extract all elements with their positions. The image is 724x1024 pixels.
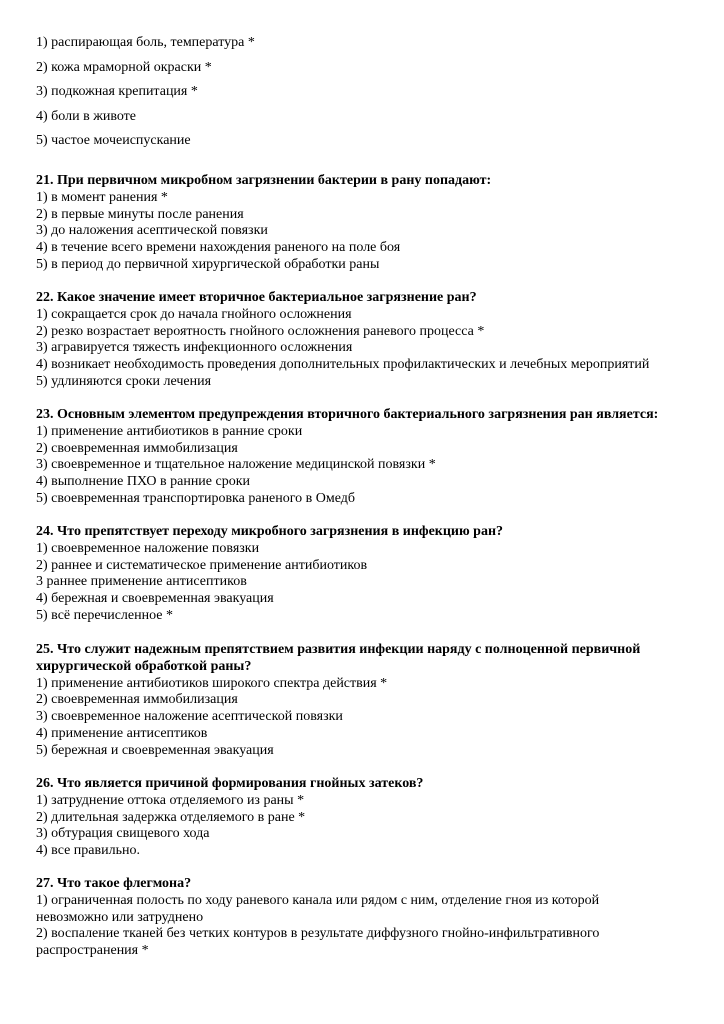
- answer-option: 3) до наложения асептической повязки: [36, 223, 268, 239]
- answer-option: 2) раннее и систематическое применение антибиотиков: [36, 557, 368, 573]
- answer-option: 4) боли в животе: [36, 108, 137, 124]
- answer-option: 3) своевременное и тщательное наложение медицинской повязки *: [36, 457, 436, 473]
- answer-option: 5) всё перечисленное *: [36, 607, 174, 623]
- question-22: [36, 290, 706, 391]
- question-21: [36, 173, 706, 274]
- question-title: 27. Что такое флегмона?: [36, 876, 192, 891]
- answer-option: 3) подкожная крепитация *: [36, 84, 198, 99]
- answer-option: 1) своевременное наложение повязки: [36, 540, 260, 556]
- answer-option: 3) агравируется тяжесть инфекционного осложнения: [36, 340, 353, 356]
- answer-option: 1) применение антибиотиков широкого спектра действия *: [36, 675, 388, 691]
- answer-list: [36, 541, 706, 625]
- answer-option: 4) применение антисептиков: [36, 725, 208, 741]
- answer-option: 5) своевременная транспортировка раненого в Омедб: [36, 490, 356, 506]
- answer-option: 4) все правильно.: [36, 843, 140, 859]
- answer-option: 2) в первые минуты после ранения: [36, 206, 244, 222]
- answer-option: 2) своевременная иммобилизация: [36, 692, 238, 708]
- answer-list: [36, 676, 706, 760]
- answer-option: 2) длительная задержка отделяемого в ране *: [36, 809, 306, 825]
- question-25: [36, 642, 706, 760]
- answer-option: 2) воспаление тканей без четких контуров в результате диффузного гнойно-инфильтративного распространения *: [36, 926, 600, 959]
- answer-option: 4) возникает необходимость проведения дополнительных профилактических и лечебных мероприятий: [36, 357, 650, 373]
- question-title: 21. При первичном микробном загрязнении бактерии в рану попадают:: [36, 173, 492, 188]
- question-title: 26. Что является причиной формирования гнойных затеков?: [36, 776, 424, 791]
- answer-list: [36, 307, 706, 391]
- answer-option: 3) своевременное наложение асептической повязки: [36, 709, 343, 725]
- answer-option: 2) своевременная иммобилизация: [36, 440, 238, 456]
- question-24: [36, 524, 706, 625]
- answer-list: [36, 190, 706, 274]
- answer-list: [36, 793, 706, 860]
- question-title: 24. Что препятствует переходу микробного загрязнения в инфекцию ран?: [36, 524, 504, 539]
- answer-list: [36, 424, 706, 508]
- answer-option: 2) резко возрастает вероятность гнойного осложнения раневого процесса *: [36, 323, 485, 339]
- answer-option: 5) частое мочеиспускание: [36, 133, 191, 148]
- answer-option: 4) в течение всего времени нахождения раненого на поле боя: [36, 240, 401, 256]
- question-title: 23. Основным элементом предупреждения вторичного бактериального загрязнения ран является:: [36, 407, 659, 422]
- question-23: [36, 407, 706, 508]
- question-27: [36, 876, 666, 960]
- answer-option: 1) применение антибиотиков в ранние сроки: [36, 423, 303, 439]
- answer-option: 3 раннее применение антисептиков: [36, 574, 247, 590]
- answer-option: 5) удлиняются сроки лечения: [36, 373, 212, 389]
- answer-option: 5) в период до первичной хирургической обработки раны: [36, 256, 380, 272]
- answer-option: 4) бережная и своевременная эвакуация: [36, 591, 274, 607]
- question-26: [36, 776, 706, 860]
- answer-option: 1) ограниченная полость по ходу раневого канала или рядом с ним, отделение гноя из которой невозможно или затруднено: [36, 892, 600, 925]
- answer-option: 5) бережная и своевременная эвакуация: [36, 742, 274, 758]
- question-title: 25. Что служит надежным препятствием развития инфекции наряду с полноценной первичной хирургической обработкой раны?: [36, 642, 641, 674]
- answer-list: [36, 893, 666, 960]
- answer-option: 1) сокращается срок до начала гнойного осложнения: [36, 306, 352, 322]
- previous-question-answers: [36, 35, 696, 158]
- answer-option: 2) кожа мраморной окраски *: [36, 59, 212, 75]
- answer-option: 1) распирающая боль, температура *: [36, 35, 255, 50]
- answer-option: 4) выполнение ПХО в ранние сроки: [36, 474, 251, 490]
- answer-option: 1) затруднение оттока отделяемого из раны *: [36, 792, 305, 808]
- answer-option: 3) обтурация свищевого хода: [36, 826, 210, 842]
- question-title: 22. Какое значение имеет вторичное бактериальное загрязнение ран?: [36, 290, 477, 305]
- answer-option: 1) в момент ранения *: [36, 189, 168, 205]
